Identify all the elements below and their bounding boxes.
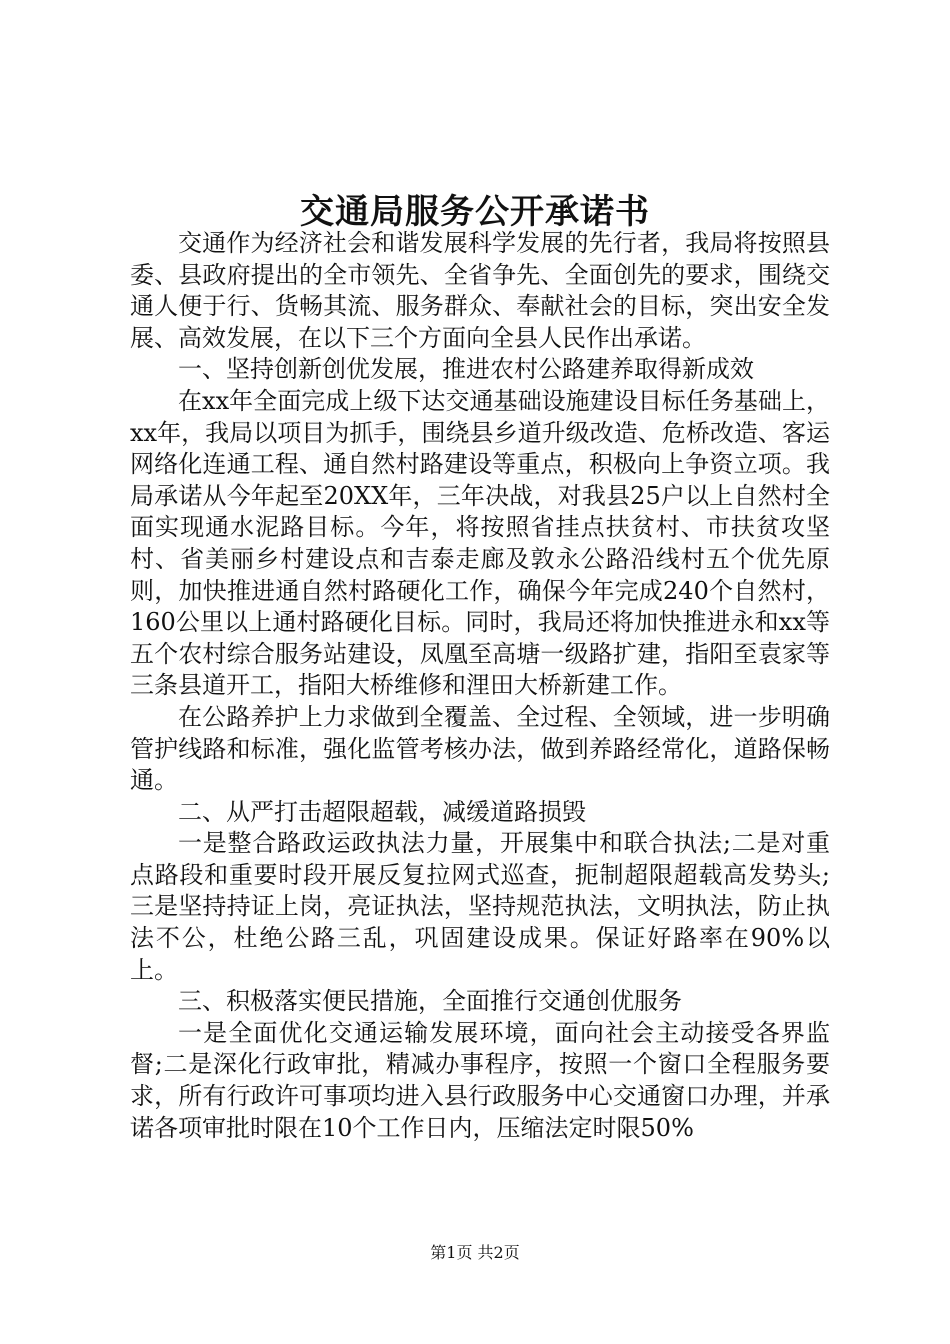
intro-paragraph: 交通作为经济社会和谐发展科学发展的先行者，我局将按照县委、县政府提出的全市领先、全省争先、全面创先的要求，围绕交通人便于行、货畅其流、服务群众、奉献社会的目标，突出安全发展、高效发展，在以下三个方面向全县人民作出承诺。 [130,229,830,352]
section-2-paragraph: 一是整合路政运政执法力量，开展集中和联合执法;二是对重点路段和重要时段开展反复拉网式巡查，扼制超限超载高发势头;三是坚持持证上岗，亮证执法，坚持规范执法，文明执法，防止执法不公，杜绝公路三乱，巩固建设成果。保证好路率在90%以上。 [130,829,830,984]
section-3-paragraph: 一是全面优化交通运输发展环境，面向社会主动接受各界监督;二是深化行政审批，精减办事程序，按照一个窗口全程服务要求，所有行政许可事项均进入县行政服务中心交通窗口办理，并承诺各项审批时限在10个工作日内，压缩法定时限50% [130,1018,830,1142]
section-heading-3: 三、积极落实便民措施，全面推行交通创优服务 [178,987,682,1016]
section-1-paragraph-2: 在公路养护上力求做到全覆盖、全过程、全领域，进一步明确管护线路和标准，强化监管考核办法，做到养路经常化，道路保畅通。 [130,702,830,795]
page-title: 交通局服务公开承诺书 [300,192,650,232]
document-body [130,228,830,1144]
section-heading-1: 一、坚持创新创优发展，推进农村公路建养取得新成效 [178,355,754,384]
section-1-paragraph-1: 在xx年全面完成上级下达交通基础设施建设目标任务基础上，xx年，我局以项目为抓手，围绕县乡道升级改造、危桥改造、客运网络化连通工程、通自然村路建设等重点，积极向上争资立项。我局承诺从今年起至20XX年，三年决战，对我县25户以上自然村全面实现通水泥路目标。今年，将按照省挂点扶贫村、市扶贫攻坚村、省美丽乡村建设点和吉泰走廊及敦永公路沿线村五个优先原则，加快推进通自然村路硬化工作，确保今年完成240个自然村，160公里以上通村路硬化目标。同时，我局还将加快推进永和xx等五个农村综合服务站建设，凤凰至高塘一级路扩建，指阳至袁家等三条县道开工，指阳大桥维修和浬田大桥新建工作。 [130,386,830,700]
section-heading-2: 二、从严打击超限超载，减缓道路损毁 [178,797,586,826]
page-footer: 第1页 共2页 [430,1243,520,1262]
